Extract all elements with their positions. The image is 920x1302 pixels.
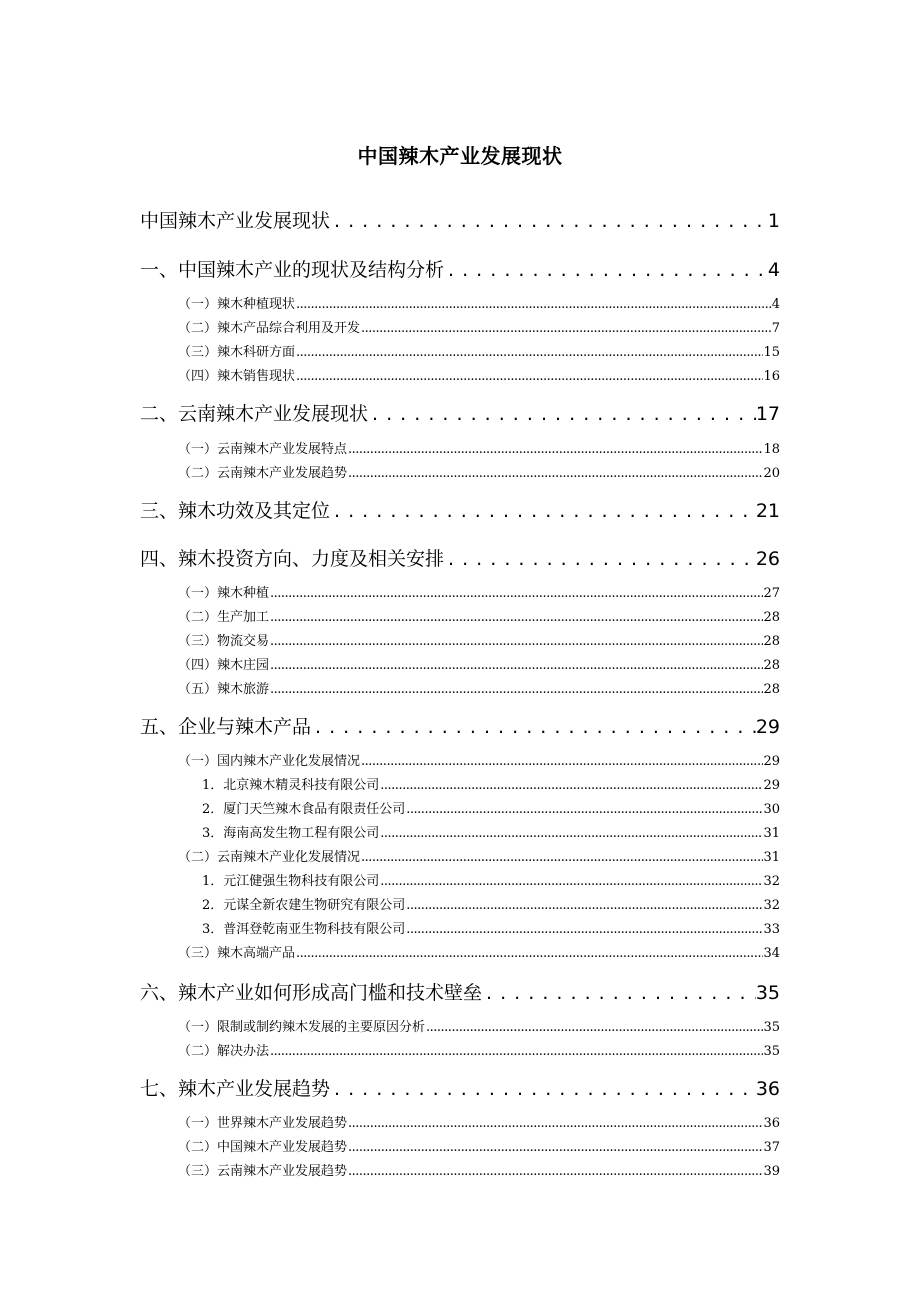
toc-leader	[269, 584, 763, 604]
toc-entry-label: 1．北京辣木精灵科技有限公司	[202, 778, 380, 793]
toc-entry-label: （三）辣木科研方面	[178, 345, 296, 360]
toc-entry-label: （三）物流交易	[178, 634, 270, 649]
toc-entry[interactable]	[178, 608, 780, 628]
toc-entry-page: 30	[763, 802, 780, 817]
toc-leader	[269, 1042, 763, 1062]
toc-entry[interactable]	[140, 714, 780, 740]
toc-leader	[330, 1076, 756, 1102]
toc-entry-page: 15	[763, 345, 780, 360]
toc-leader	[368, 401, 756, 427]
toc-entry[interactable]	[178, 295, 780, 315]
toc-entry-page: 28	[763, 658, 780, 673]
toc-leader	[330, 208, 768, 234]
toc-entry-label: 一、中国辣木产业的现状及结构分析	[140, 259, 445, 281]
toc-entry[interactable]	[178, 848, 780, 868]
toc-entry-page: 28	[763, 634, 780, 649]
toc-leader	[425, 1018, 763, 1038]
toc-entry-label: （一）辣木种植现状	[178, 297, 296, 312]
document-title: 中国辣木产业发展现状	[357, 144, 563, 168]
toc-entry[interactable]	[178, 440, 780, 460]
toc-leader	[269, 608, 763, 628]
toc-leader	[347, 464, 763, 484]
toc-entry-label: 2．厦门天竺辣木食品有限责任公司	[202, 802, 406, 817]
toc-entry-page: 36	[763, 1116, 780, 1131]
toc-entry-label: （一）限制或制约辣木发展的主要原因分析	[178, 1020, 426, 1035]
toc-entry-label: （二）解决办法	[178, 1044, 270, 1059]
toc-entry-label: （一）辣木种植	[178, 586, 270, 601]
toc-leader	[379, 824, 763, 844]
toc-leader	[269, 656, 763, 676]
toc-entry-label: 3．普洱登乾南亚生物科技有限公司	[202, 922, 406, 937]
toc-entry-page: 28	[763, 610, 780, 625]
toc-entry[interactable]	[178, 1162, 780, 1182]
toc-leader	[360, 752, 763, 772]
toc-entry-page: 18	[763, 442, 780, 457]
toc-entry-label: （一）云南辣木产业发展特点	[178, 442, 348, 457]
toc-entry[interactable]	[178, 584, 780, 604]
toc-entry-label: （二）生产加工	[178, 610, 270, 625]
toc-entry[interactable]	[178, 944, 780, 964]
toc-entry-page: 39	[763, 1164, 780, 1179]
toc-entry-page: 26	[755, 548, 780, 570]
toc-entry-label: （二）辣木产品综合利用及开发	[178, 321, 361, 336]
toc-entry[interactable]	[178, 656, 780, 676]
toc-entry[interactable]	[178, 367, 780, 387]
toc-leader	[379, 872, 763, 892]
toc-leader	[347, 440, 763, 460]
toc-leader	[269, 632, 763, 652]
toc-leader	[444, 546, 756, 572]
toc-entry[interactable]	[202, 896, 780, 916]
toc-leader	[311, 714, 756, 740]
toc-leader	[295, 367, 763, 387]
toc-entry-page: 32	[763, 874, 780, 889]
toc-entry-page: 29	[763, 778, 780, 793]
toc-entry[interactable]	[178, 343, 780, 363]
toc-entry-label: 五、企业与辣木产品	[140, 716, 312, 738]
toc-entry[interactable]	[140, 980, 780, 1006]
toc-entry-label: 1．元江健强生物科技有限公司	[202, 874, 380, 889]
toc-leader	[444, 257, 768, 283]
toc-entry[interactable]	[178, 319, 780, 339]
toc-entry-label: （一）国内辣木产业化发展情况	[178, 754, 361, 769]
toc-entry-page: 1	[767, 210, 780, 232]
toc-entry[interactable]	[178, 1138, 780, 1158]
toc-leader	[360, 319, 772, 339]
toc-entry-page: 28	[763, 682, 780, 697]
toc-leader	[295, 295, 772, 315]
toc-entry[interactable]	[178, 464, 780, 484]
toc-entry[interactable]	[178, 1114, 780, 1134]
toc-entry-page: 31	[763, 826, 780, 841]
toc-entry-page: 29	[763, 754, 780, 769]
toc-entry-page: 20	[763, 466, 780, 481]
toc-leader	[360, 848, 763, 868]
toc-entry-page: 34	[763, 946, 780, 961]
toc-entry-page: 29	[755, 716, 780, 738]
toc-entry[interactable]	[202, 824, 780, 844]
toc-leader	[405, 896, 763, 916]
toc-entry-label: （三）辣木高端产品	[178, 946, 296, 961]
toc-entry-page: 17	[755, 403, 780, 425]
toc-entry-label: （二）中国辣木产业发展趋势	[178, 1140, 348, 1155]
toc-entry[interactable]	[202, 800, 780, 820]
toc-entry[interactable]	[140, 401, 780, 427]
toc-leader	[405, 920, 763, 940]
toc-entry-page: 32	[763, 898, 780, 913]
toc-entry-page: 31	[763, 850, 780, 865]
toc-entry-page: 33	[763, 922, 780, 937]
toc-entry[interactable]	[178, 752, 780, 772]
toc-entry[interactable]	[202, 776, 780, 796]
toc-entry[interactable]	[140, 546, 780, 572]
toc-entry[interactable]	[202, 872, 780, 892]
toc-entry-page: 4	[771, 297, 780, 312]
toc-entry-page: 37	[763, 1140, 780, 1155]
toc-entry-page: 27	[763, 586, 780, 601]
toc-entry[interactable]	[178, 680, 780, 700]
toc-entry-label: 四、辣木投资方向、力度及相关安排	[140, 548, 445, 570]
toc-entry[interactable]	[140, 208, 780, 234]
toc-entry-page: 16	[763, 369, 780, 384]
toc-entry-label: 七、辣木产业发展趋势	[140, 1078, 331, 1100]
toc-entry-label: （二）云南辣木产业化发展情况	[178, 850, 361, 865]
toc-leader	[347, 1114, 763, 1134]
toc-entry[interactable]	[140, 498, 780, 524]
toc-entry-label: （三）云南辣木产业发展趋势	[178, 1164, 348, 1179]
toc-entry-page: 36	[755, 1078, 780, 1100]
toc-entry-label: （四）辣木庄园	[178, 658, 270, 673]
toc-entry[interactable]	[140, 257, 780, 283]
toc-leader	[269, 680, 763, 700]
toc-leader	[295, 944, 763, 964]
toc-entry-label: 2．元谋全新农建生物研究有限公司	[202, 898, 406, 913]
toc-leader	[482, 980, 756, 1006]
toc-leader	[379, 776, 763, 796]
toc-leader	[347, 1138, 763, 1158]
toc-leader	[347, 1162, 763, 1182]
toc-entry-page: 35	[763, 1020, 780, 1035]
toc-entry-label: （五）辣木旅游	[178, 682, 270, 697]
toc-entry-label: 中国辣木产业发展现状	[140, 210, 331, 232]
toc-entry-page: 35	[755, 982, 780, 1004]
toc-entry[interactable]	[178, 1018, 780, 1038]
toc-entry-label: 3．海南高发生物工程有限公司	[202, 826, 380, 841]
toc-entry[interactable]	[202, 920, 780, 940]
toc-entry-page: 4	[767, 259, 780, 281]
toc-entry-page: 7	[771, 321, 780, 336]
toc-entry-label: （四）辣木销售现状	[178, 369, 296, 384]
toc-entry[interactable]	[140, 1076, 780, 1102]
toc-entry-label: 二、云南辣木产业发展现状	[140, 403, 369, 425]
toc-entry-label: （一）世界辣木产业发展趋势	[178, 1116, 348, 1131]
toc-entry-label: （二）云南辣木产业发展趋势	[178, 466, 348, 481]
toc-entry-page: 21	[755, 500, 780, 522]
toc-leader	[330, 498, 756, 524]
toc-entry[interactable]	[178, 1042, 780, 1062]
toc-leader	[295, 343, 763, 363]
toc-entry-page: 35	[763, 1044, 780, 1059]
toc-entry-label: 三、辣木功效及其定位	[140, 500, 331, 522]
toc-entry-label: 六、辣木产业如何形成高门槛和技术壁垒	[140, 982, 483, 1004]
toc-entry[interactable]	[178, 632, 780, 652]
toc-leader	[405, 800, 763, 820]
